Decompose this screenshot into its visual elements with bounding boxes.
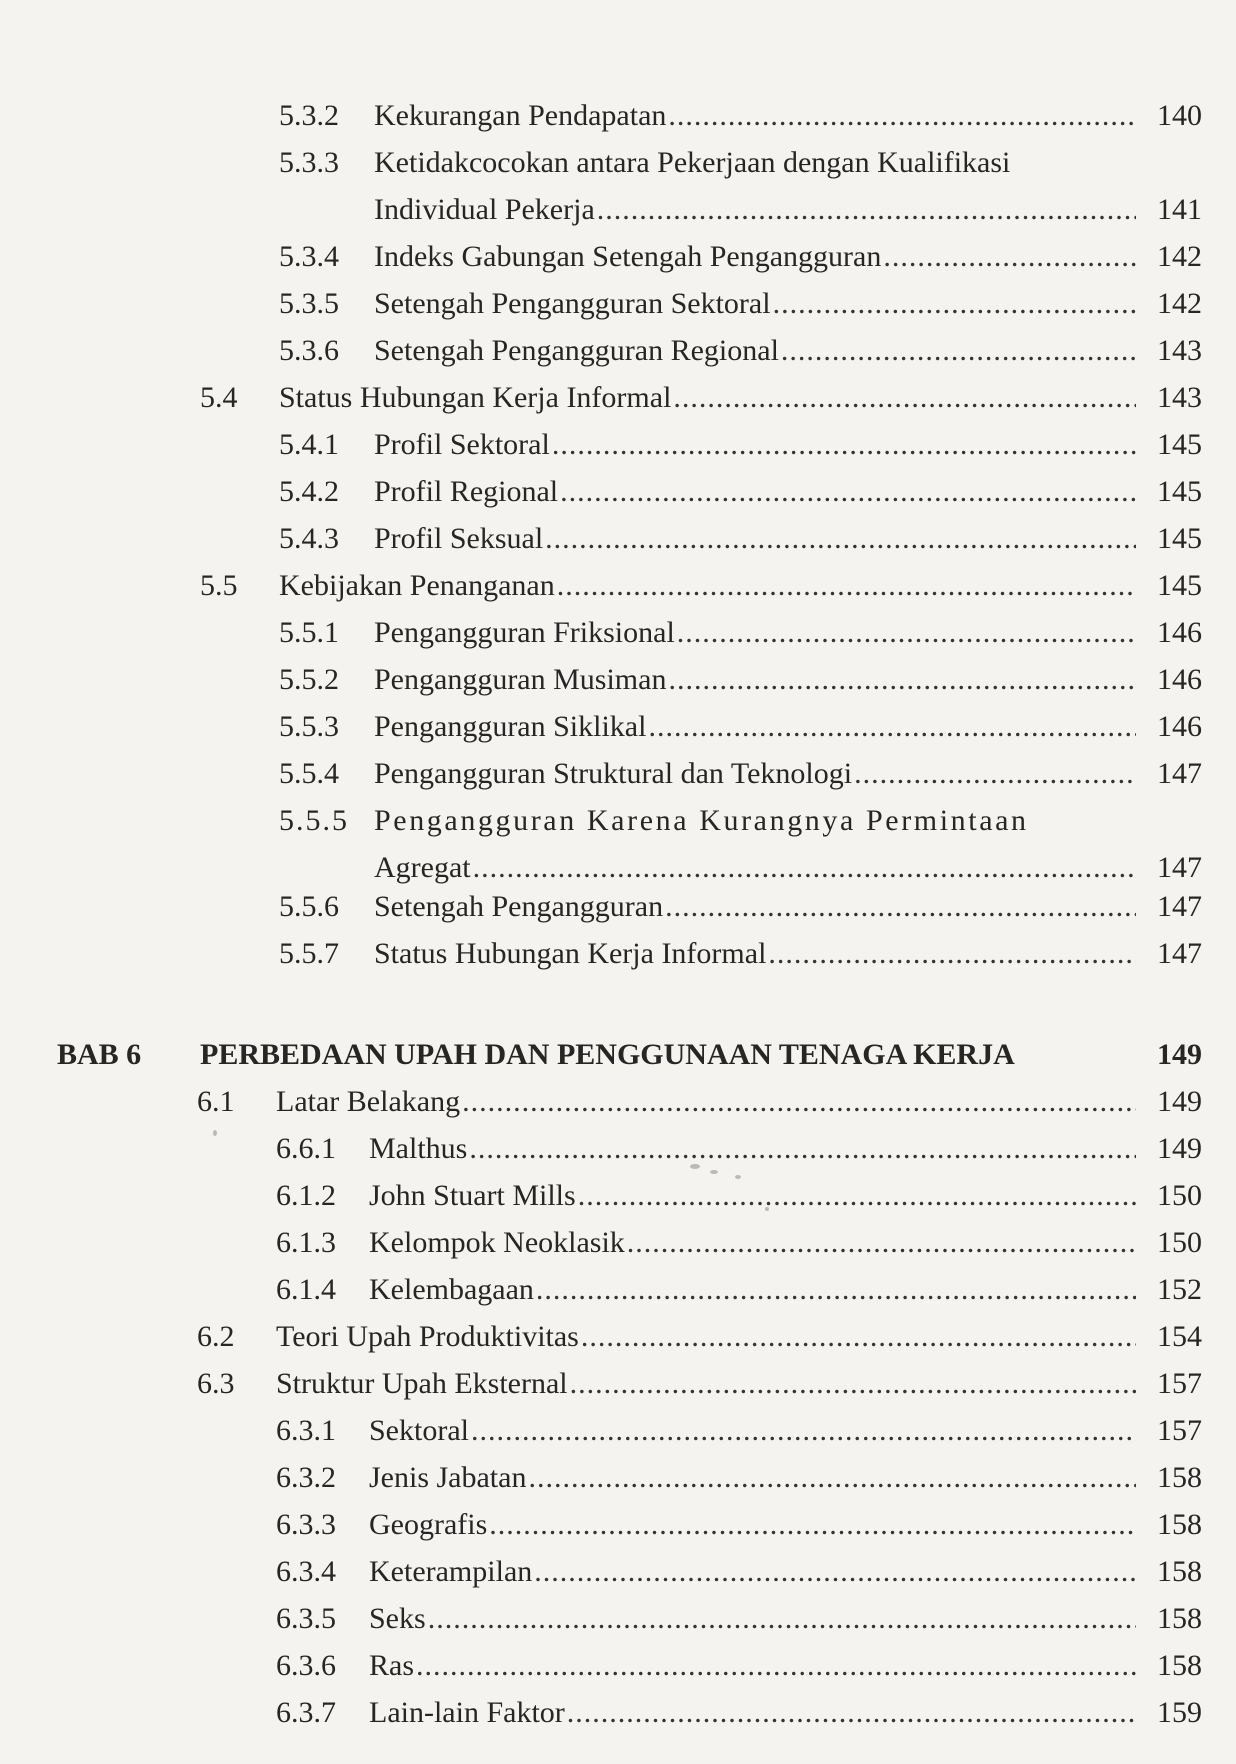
entry-number: 5.3.6 — [279, 334, 339, 367]
dot-leader — [627, 1223, 1136, 1263]
toc-entry — [200, 566, 1202, 606]
dot-leader — [489, 1505, 1136, 1545]
toc-entry — [279, 934, 1202, 974]
toc-entry — [197, 1364, 1202, 1404]
entry-title: Geografis — [369, 1508, 488, 1541]
dot-leader — [469, 1129, 1136, 1169]
dot-leader — [668, 660, 1136, 700]
entry-title: Lain-lain Faktor — [369, 1696, 565, 1729]
entry-page: 146 — [1157, 710, 1202, 743]
entry-title: Kelembagaan — [369, 1273, 534, 1306]
dot-leader — [552, 425, 1136, 465]
entry-title: Seks — [369, 1602, 426, 1635]
entry-title: John Stuart Mills — [369, 1179, 576, 1212]
entry-page: 150 — [1157, 1226, 1202, 1259]
toc-entry — [276, 1552, 1202, 1592]
dot-leader — [534, 1552, 1136, 1592]
entry-title: Agregat — [374, 851, 471, 884]
toc-entry — [276, 1223, 1202, 1263]
dot-leader — [462, 1082, 1136, 1122]
dot-leader — [668, 96, 1136, 136]
entry-number: 5.5.4 — [279, 757, 339, 790]
dot-leader — [768, 934, 1136, 974]
dot-leader — [578, 1176, 1136, 1216]
entry-title: Kebijakan Penanganan — [279, 569, 555, 602]
toc-entry — [276, 1646, 1202, 1686]
entry-number: 5.5.2 — [279, 663, 339, 696]
toc-entry — [276, 1599, 1202, 1639]
toc-entry-continuation — [374, 190, 1202, 230]
dot-leader — [677, 613, 1136, 653]
scan-speck — [690, 1164, 700, 1169]
entry-page: 142 — [1157, 287, 1202, 320]
scan-speck — [735, 1175, 741, 1179]
toc-entry — [276, 1505, 1202, 1545]
entry-title: Status Hubungan Kerja Informal — [374, 937, 767, 970]
entry-page: 145 — [1157, 428, 1202, 461]
entry-page: 150 — [1157, 1179, 1202, 1212]
dot-leader — [428, 1599, 1136, 1639]
entry-number: 6.1 — [197, 1085, 235, 1118]
entry-page: 143 — [1157, 381, 1202, 414]
entry-title: Ras — [369, 1649, 414, 1682]
toc-entry — [279, 237, 1202, 277]
scan-speck — [213, 1130, 217, 1136]
dot-leader — [545, 519, 1136, 559]
entry-number: 5.3.3 — [279, 146, 339, 179]
entry-page: 149 — [1157, 1132, 1202, 1165]
entry-page: 157 — [1157, 1414, 1202, 1447]
entry-page: 140 — [1157, 99, 1202, 132]
entry-page: 158 — [1157, 1461, 1202, 1494]
toc-entry — [279, 96, 1202, 136]
toc-chapter — [57, 1035, 1202, 1075]
entry-page: 143 — [1157, 334, 1202, 367]
entry-title: Jenis Jabatan — [369, 1461, 527, 1494]
entry-page: 146 — [1157, 663, 1202, 696]
dot-leader — [673, 378, 1136, 418]
chapter-number: BAB 6 — [57, 1038, 142, 1071]
entry-page: 145 — [1157, 569, 1202, 602]
dot-leader — [581, 1317, 1136, 1357]
chapter-page: 149 — [1157, 1038, 1202, 1071]
entry-page: 141 — [1157, 193, 1202, 226]
entry-page: 147 — [1157, 890, 1202, 923]
entry-title: Setengah Pengangguran Sektoral — [374, 287, 771, 320]
toc-entry — [279, 425, 1202, 465]
entry-number: 6.3 — [197, 1367, 235, 1400]
entry-number: 6.1.3 — [276, 1226, 336, 1259]
entry-title: Keterampilan — [369, 1555, 533, 1588]
entry-page: 145 — [1157, 522, 1202, 555]
entry-title: Pengangguran Musiman — [374, 663, 667, 696]
entry-title: Pengangguran Friksional — [374, 616, 675, 649]
toc-entry — [279, 707, 1202, 747]
entry-title: Struktur Upah Eksternal — [276, 1367, 568, 1400]
entry-title: Status Hubungan Kerja Informal — [279, 381, 672, 414]
entry-number: 5.5.1 — [279, 616, 339, 649]
entry-page: 158 — [1157, 1508, 1202, 1541]
entry-title: Individual Pekerja — [374, 193, 595, 226]
entry-number: 6.3.4 — [276, 1555, 336, 1588]
toc-entry — [276, 1411, 1202, 1451]
entry-number: 6.1.2 — [276, 1179, 336, 1212]
entry-number: 5.3.2 — [279, 99, 339, 132]
toc-entry — [276, 1270, 1202, 1310]
entry-title: Setengah Pengangguran Regional — [374, 334, 779, 367]
dot-leader — [781, 331, 1136, 371]
scan-speck — [710, 1170, 718, 1174]
entry-title: Profil Seksual — [374, 522, 544, 555]
entry-number: 6.3.1 — [276, 1414, 336, 1447]
entry-title: Setengah Pengangguran — [374, 890, 664, 923]
dot-leader — [854, 754, 1136, 794]
toc-entry — [279, 660, 1202, 700]
entry-title: Pengangguran Karena Kurangnya Permintaan — [374, 804, 1029, 837]
entry-title: Profil Sektoral — [374, 428, 550, 461]
toc-entry — [197, 1317, 1202, 1357]
toc-entry — [276, 1129, 1202, 1169]
dot-leader — [570, 1364, 1136, 1404]
entry-number: 5.4.1 — [279, 428, 339, 461]
dot-leader — [567, 1693, 1136, 1733]
entry-page: 142 — [1157, 240, 1202, 273]
dot-leader — [557, 566, 1136, 606]
entry-page: 157 — [1157, 1367, 1202, 1400]
toc-entry — [279, 284, 1202, 324]
entry-number: 5.5.7 — [279, 937, 339, 970]
entry-title: Indeks Gabungan Setengah Pengangguran — [374, 240, 882, 273]
toc-entry — [279, 519, 1202, 559]
entry-number: 6.3.2 — [276, 1461, 336, 1494]
entry-number: 5.5.3 — [279, 710, 339, 743]
scan-speck — [765, 1207, 769, 1211]
toc-entry — [279, 754, 1202, 794]
entry-title: Pengangguran Siklikal — [374, 710, 647, 743]
entry-title: Pengangguran Struktural dan Teknologi — [374, 757, 853, 790]
entry-number: 6.3.7 — [276, 1696, 336, 1729]
entry-title: Kelompok Neoklasik — [369, 1226, 625, 1259]
entry-number: 6.3.3 — [276, 1508, 336, 1541]
entry-page: 149 — [1157, 1085, 1202, 1118]
entry-title: Teori Upah Produktivitas — [276, 1320, 579, 1353]
toc-entry — [279, 143, 1202, 183]
entry-page: 158 — [1157, 1555, 1202, 1588]
entry-page: 147 — [1157, 757, 1202, 790]
dot-leader — [773, 284, 1136, 324]
dot-leader — [560, 472, 1136, 512]
entry-title: Sektoral — [369, 1414, 469, 1447]
dot-leader — [416, 1646, 1136, 1686]
toc-entry — [200, 378, 1202, 418]
entry-page: 152 — [1157, 1273, 1202, 1306]
dot-leader — [648, 707, 1136, 747]
dot-leader — [473, 848, 1136, 888]
entry-number: 5.3.4 — [279, 240, 339, 273]
entry-number: 5.4.3 — [279, 522, 339, 555]
entry-title: Kekurangan Pendapatan — [374, 99, 667, 132]
entry-number: 5.5 — [200, 569, 238, 602]
toc-entry — [276, 1693, 1202, 1733]
toc-entry — [276, 1458, 1202, 1498]
entry-title: Ketidakcocokan antara Pekerjaan dengan Kualifikasi — [374, 146, 1011, 179]
entry-title: Latar Belakang — [276, 1085, 461, 1118]
entry-number: 6.3.6 — [276, 1649, 336, 1682]
entry-page: 159 — [1157, 1696, 1202, 1729]
dot-leader — [528, 1458, 1136, 1498]
dot-leader — [471, 1411, 1136, 1451]
entry-title: Malthus — [369, 1132, 468, 1165]
entry-number: 6.1.4 — [276, 1273, 336, 1306]
toc-entry — [279, 887, 1202, 927]
entry-page: 147 — [1157, 937, 1202, 970]
entry-page: 158 — [1157, 1602, 1202, 1635]
entry-page: 146 — [1157, 616, 1202, 649]
entry-number: 6.3.5 — [276, 1602, 336, 1635]
entry-number: 6.2 — [197, 1320, 235, 1353]
entry-number: 5.5.5 — [279, 804, 349, 837]
entry-number: 6.6.1 — [276, 1132, 336, 1165]
entry-page: 158 — [1157, 1649, 1202, 1682]
toc-entry — [279, 801, 1202, 841]
chapter-title: PERBEDAAN UPAH DAN PENGGUNAAN TENAGA KERJA — [200, 1038, 1015, 1071]
entry-number: 5.5.6 — [279, 890, 339, 923]
toc-entry — [276, 1176, 1202, 1216]
toc-entry-continuation — [374, 848, 1202, 888]
entry-page: 147 — [1157, 851, 1202, 884]
entry-page: 145 — [1157, 475, 1202, 508]
entry-title: Profil Regional — [374, 475, 559, 508]
toc-entry — [279, 331, 1202, 371]
entry-page: 154 — [1157, 1320, 1202, 1353]
dot-leader — [536, 1270, 1136, 1310]
entry-number: 5.4.2 — [279, 475, 339, 508]
dot-leader — [883, 237, 1136, 277]
toc-entry — [279, 613, 1202, 653]
entry-number: 5.4 — [200, 381, 238, 414]
toc-entry — [279, 472, 1202, 512]
toc-entry — [197, 1082, 1202, 1122]
dot-leader — [665, 887, 1136, 927]
dot-leader — [597, 190, 1136, 230]
entry-number: 5.3.5 — [279, 287, 339, 320]
